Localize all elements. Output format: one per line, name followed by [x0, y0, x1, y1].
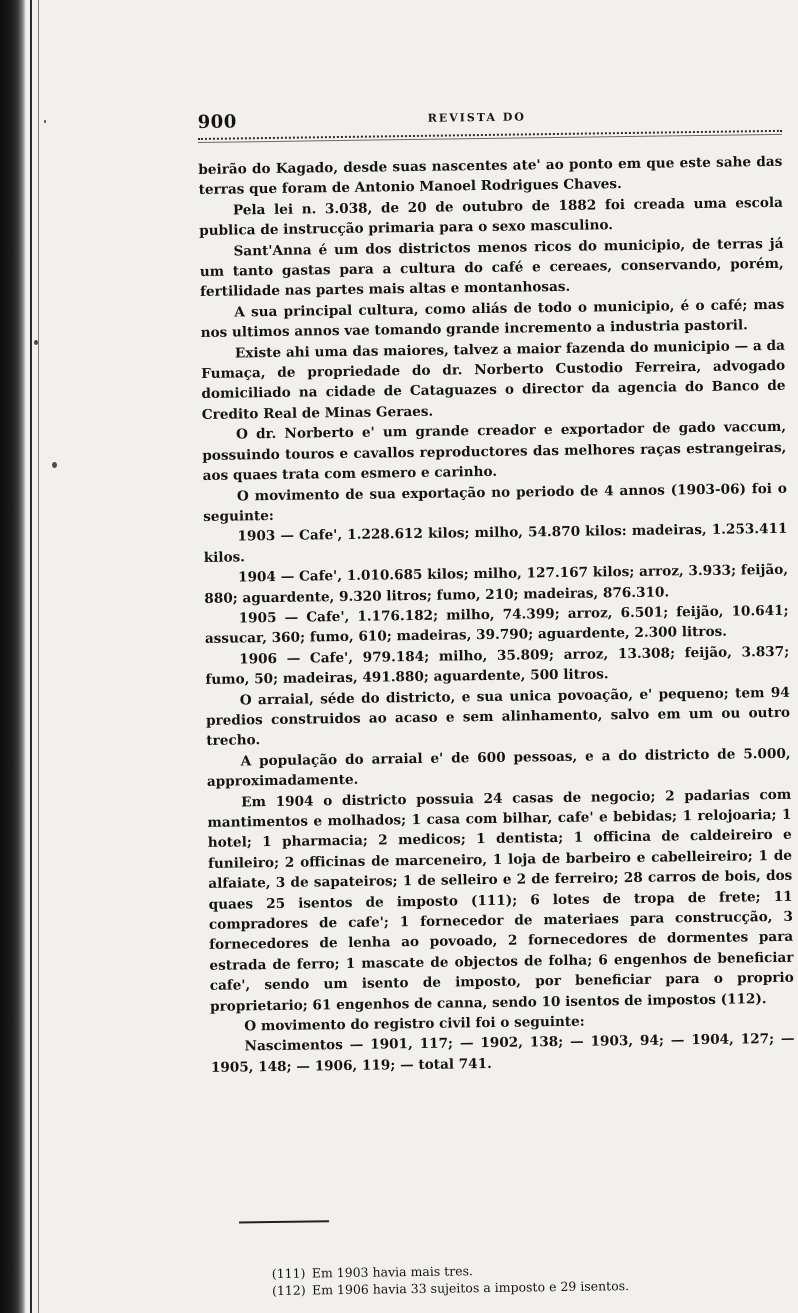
paragraph: Existe ahi uma das maiores, talvez a maior fazenda do municipio — a da Fumaça, de propriedade do dr. Norberto Custodio Ferreira, advogado domiciliado na cidade de Cataguazes o director da agencia do Banco de Credito Real de Minas Geraes.	[201, 337, 786, 423]
binding-edge-line-inner	[38, 0, 39, 1313]
paragraph: O dr. Norberto e' um grande creador e exportador de gado vaccum, possuindo touros e cavallos reproductores das melhores raças estrangeiras, aos quaes trata com esmero e carinho.	[202, 419, 787, 485]
paragraph: A população do arraial e' de 600 pessoas, e a do districto de 5.000, approximadamente.	[206, 745, 791, 791]
footnote-marker: (112)	[271, 1282, 306, 1299]
paragraph: O movimento de sua exportação no periodo de 4 annos (1903-06) foi o seguinte:	[203, 480, 787, 525]
export-entry-1906: 1906 — Cafe', 979.184; milho, 35.809; arroz, 13.308; feijão, 3.837; fumo, 50; madeiras, 491.880; aguardente, 500 litros.	[205, 643, 790, 689]
body-text	[198, 152, 795, 1078]
paragraph: beirão do Kagado, desde suas nascentes ate' ao ponto em que este sahe das terras que foram de Antonio Manoel Rodrigues Chaves.	[198, 153, 783, 199]
paragraph: Em 1904 o districto possuia 24 casas de negocio; 2 padarias com mantimentos e molhados; 1 casa com bilhar, cafe' e bebidas; 1 relojoaria; 1 hotel; 1 pharmacia; 2 medicos; 1 dentista; 1 officina de caldeireiro e funileiro; 2 officinas de marceneiro, 1 loja de barbeiro e cabelleireiro; 1 de alfaiate, 3 de sapateiros; 1 de selleiro e 2 de ferreiro; 28 carros de bois, dos quaes 25 isentos de imposto (111); 6 lotes de tropa de frete; 11 compradores de cafe'; 1 fornecedor de materiaes para construcção, 3 fornecedores de lenha ao povoado, 2 fornecedores de dormentes para estrada de ferro; 1 mascate de objectos de folha; 6 engenhos de beneficiar cafe', sendo um isento de imposto, por beneficiar para o proprio proprietario; 61 engenhos de canna, sendo 10 isentos de impostos (112).	[207, 786, 794, 1015]
export-entry-1904: 1904 — Cafe', 1.010.685 kilos; milho, 127.167 kilos; arroz, 3.933; feijão, 880; aguardente, 9.320 litros; fumo, 210; madeiras, 876.310.	[204, 561, 789, 607]
book-page	[196, 0, 798, 1313]
paragraph: A sua principal cultura, como aliás de todo o municipio, é o café; mas nos ultimos annos vae tomando grande incremento a industria pastoril.	[200, 296, 785, 342]
journal-title: REVISTA DO	[427, 110, 526, 125]
paper-speck	[34, 340, 38, 345]
footnote-text: Em 1903 havia mais tres.	[311, 1263, 474, 1281]
footnotes	[272, 1258, 792, 1299]
page-binding-shadow	[0, 0, 26, 1313]
footnote-rule	[239, 1220, 329, 1223]
export-entry-1903: 1903 — Cafe', 1.228.612 kilos; milho, 54.870 kilos: madeiras, 1.253.411 kilos.	[203, 521, 788, 566]
binding-edge-line	[30, 0, 32, 1313]
paper-speck	[52, 462, 57, 468]
births-record: Nascimentos — 1901, 117; — 1902, 138; — 1903, 94; — 1904, 127; — 1905, 148; — 1906, 119; — total 741.	[210, 1031, 795, 1076]
paragraph: O arraial, séde do districto, e sua unica povoação, e' pequeno; tem 94 predios construidos ao acaso e sem alinhamento, salvo em um ou outro trecho.	[205, 684, 791, 750]
paragraph: Sant'Anna é um dos districtos menos ricos do municipio, de terras já um tanto gastas para a cultura do café e cereaes, conservando, porém, fertilidade nas partes mais altas e montanhosas.	[199, 235, 784, 301]
export-entry-1905: 1905 — Cafe', 1.176.182; milho, 74.399; arroz, 6.501; feijão, 10.641; assucar, 360; fumo, 610; madeiras, 39.790; aguardente, 2.300 litros.	[204, 602, 789, 648]
paragraph: Pela lei n. 3.038, de 20 de outubro de 1882 foi creada uma escola publica de instrucção primaria para o sexo masculino.	[199, 194, 783, 240]
footnote-marker: (111)	[271, 1265, 306, 1282]
footnote-text: Em 1906 havia 33 sujeitos a imposto e 29 isentos.	[311, 1278, 630, 1298]
paragraph: O movimento do registro civil foi o seguinte:	[244, 1013, 585, 1035]
page-number: 900	[197, 111, 237, 133]
paper-speck	[44, 120, 46, 123]
